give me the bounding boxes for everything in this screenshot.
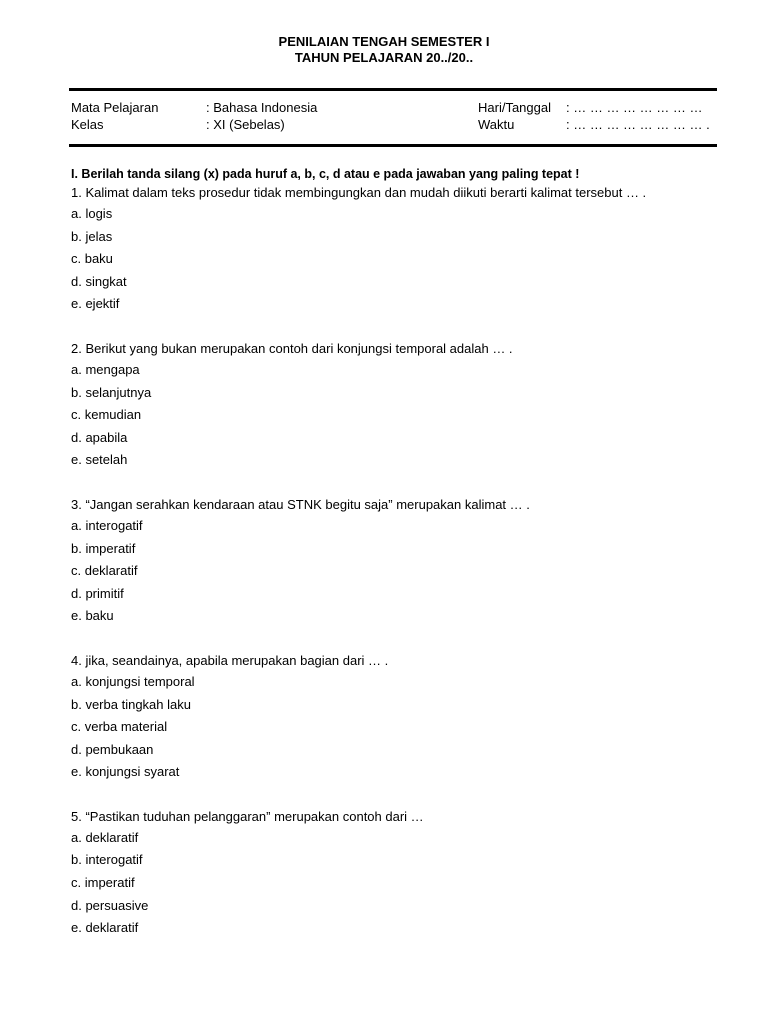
exam-title: PENILAIAN TENGAH SEMESTER I (278, 34, 490, 49)
question-5 (71, 807, 721, 940)
option-b: b. interogatif (71, 852, 143, 868)
instruction-text: I. Berilah tanda silang (x) pada huruf a, b, c, d atau e pada jawaban yang paling tepat ! (71, 167, 580, 181)
subject-label: Mata Pelajaran (71, 100, 159, 115)
question-text: 3. “Jangan serahkan kendaraan atau STNK begitu saja” merupakan kalimat … . (71, 496, 530, 512)
document-header (0, 34, 768, 66)
option-c: c. verba material (71, 719, 168, 735)
top-divider (69, 88, 717, 91)
bottom-divider (69, 144, 717, 147)
option-d: d. apabila (71, 429, 128, 445)
academic-year: TAHUN PELAJARAN 20../20.. (294, 50, 474, 65)
time-label: Waktu (478, 117, 515, 132)
option-e: e. baku (71, 608, 114, 624)
day-value: : … … … … … … … … (566, 100, 703, 115)
question-text: 5. “Pastikan tuduhan pelanggaran” merupakan contoh dari … (71, 808, 424, 824)
option-a: a. mengapa (71, 361, 140, 377)
question-text: 4. jika, seandainya, apabila merupakan bagian dari … . (71, 652, 389, 668)
option-b: b. selanjutnya (71, 384, 152, 400)
option-a: a. interogatif (71, 517, 143, 533)
option-c: c. imperatif (71, 875, 135, 891)
option-d: d. pembukaan (71, 741, 154, 757)
question-2 (71, 339, 721, 472)
question-3 (71, 495, 721, 628)
option-b: b. jelas (71, 228, 113, 244)
class-label: Kelas (71, 117, 104, 132)
option-c: c. deklaratif (71, 563, 138, 579)
option-a: a. deklaratif (71, 829, 139, 845)
option-a: a. logis (71, 206, 113, 221)
time-value: : … … … … … … … … . (566, 117, 710, 132)
option-e: e. setelah (71, 452, 128, 468)
option-c: c. baku (71, 251, 113, 267)
option-e: e. konjungsi syarat (71, 764, 180, 780)
question-list (71, 166, 721, 963)
question-text: 1. Kalimat dalam teks prosedur tidak membingungkan dan mudah diikuti berarti kalimat tersebut … . (71, 185, 647, 200)
question-1 (71, 183, 721, 316)
option-a: a. konjungsi temporal (71, 673, 195, 689)
option-e: e. deklaratif (71, 920, 139, 936)
option-e: e. ejektif (71, 296, 120, 312)
option-b: b. verba tingkah laku (71, 696, 191, 712)
day-label: Hari/Tanggal (478, 100, 551, 115)
option-d: d. persuasive (71, 897, 149, 913)
option-b: b. imperatif (71, 540, 136, 556)
option-d: d. singkat (71, 273, 127, 289)
option-d: d. primitif (71, 585, 124, 601)
question-text: 2. Berikut yang bukan merupakan contoh dari konjungsi temporal adalah … . (71, 340, 513, 356)
question-4 (71, 651, 721, 784)
option-c: c. kemudian (71, 407, 142, 423)
subject-value: : Bahasa Indonesia (206, 100, 318, 115)
class-value: : XI (Sebelas) (206, 117, 285, 132)
